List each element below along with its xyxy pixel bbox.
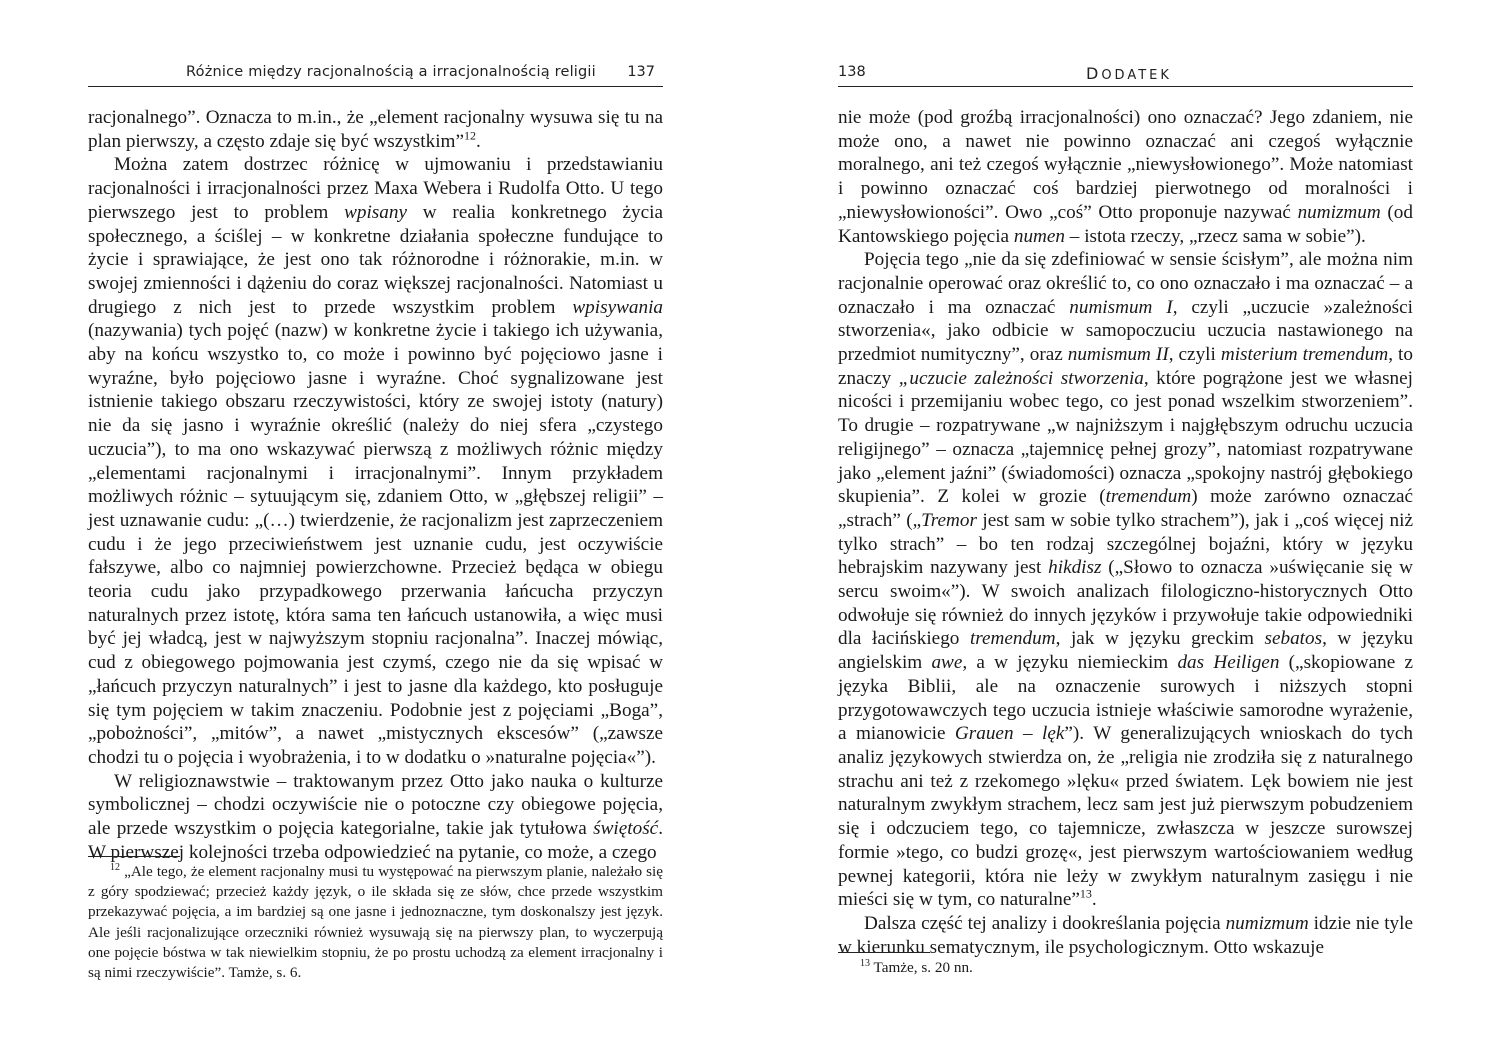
italic-term: numen	[1013, 225, 1065, 247]
italic-term: numizmum	[1297, 201, 1381, 223]
text-run: , to znaczy	[838, 344, 1413, 389]
text-run: (od Kantowskiego pojęcia	[838, 201, 1413, 247]
italic-term: misterium tremendum	[1220, 344, 1389, 366]
text-run: racjonalnego”. Oznacza to m.in., że „element racjonalny wysuwa się tu na plan pierwszy, a często zdaje się być wszystkim”	[88, 107, 663, 152]
left-body-text	[88, 106, 663, 865]
text-run: Pojęcia tego „nie da się zdefiniować w sensie ścisłym”, ale można nim racjonalnie operować oraz określić to, co ono oznaczało i ma oznaczać – a oznaczało i ma oznaczać	[838, 249, 1413, 318]
text-run: ”). W generalizujących wnioskach do tych analiz językowych stwierdza on, że „religia nie zrodziła się z naturalnego strachu ani też z rzekomego »lęku« przed światem. Lęk bowiem nie jest naturalnym zwykłym strachem, lecz sam jest już pierwszym pobudzeniem się i odczuciem tego, co tajemnicze, zwłaszcza w jeszcze surowszej formie »tego, co budzi grozę«, jest pierwszym wartościowaniem według pewnej kategorii, która nie leży w zwykłym naturalnym zasięgu i nie mieści się w tym, co naturalne”	[838, 723, 1413, 911]
text-run: Można zatem dostrzec różnicę w ujmowaniu i przedstawianiu racjonalności i irracjonalności przez Maxa Webera i Rudolfa Otto. U tego pierwszego jest to problem	[88, 154, 663, 223]
text-run: („Słowo to oznacza »uświęcanie się w sercu swoim«”). W swoich analizach filologiczno-historycznych Otto odwołuje się również do innych języków i przywołuje takie odpowiedniki dla łacińskiego	[838, 557, 1413, 650]
right-page	[838, 0, 1413, 1064]
running-head-title: DODATEK	[1086, 64, 1172, 83]
footnote-13	[838, 958, 1413, 978]
italic-term: Grauen – lęk	[954, 723, 1065, 745]
text-run: („skopiowane z języka Biblii, ale na oznaczenie surowych i niższych stopni przygotowawczych tego uczucia istnieje właściwie samorodne wyrażenie, a mianowicie	[838, 652, 1413, 745]
text-run: w realia konkretnego życia społecznego, a ściślej – w konkretne działania społeczne fundujące to życie i sprawiające, że jest ono tak różnorodne i różnorakie, m.in. w swojej zmienności i dążeniu do coraz większej racjonalności. Natomiast u drugiego z nich jest to przede wszystkim problem	[88, 201, 664, 318]
footnote-text: $^{12}$ „Ale tego, że element racjonalny musi tu występować na pierwszym planie, należało się z góry spodziewać; przecież każdy język, o ile składa się ze słów, chce przede wszystkim przekazywać pojęcia, a im bardziej są one jasne i jednoznaczne, tym doskonalszy jest język. Ale jeśli racjonalizujące orzeczniki również wysuwają się na pierwszy plan, to wyczerpują one pojęcie bóstwa w tak niewielkim stopniu, że po prostu uchodzą za element irracjonalny i są nimi rzeczywiście”. Tamże, s. 6.	[88, 861, 663, 982]
text-run: , w języku angielskim	[838, 628, 1413, 674]
text-run: ) może zarówno oznaczać „strach” („	[838, 486, 1413, 531]
italic-term: Tremor	[921, 509, 977, 531]
italic-term: das Heiligen	[1177, 652, 1280, 674]
text-run: nie może (pod groźbą irracjonalności) ono oznaczać? Jego zdaniem, nie może ono, a nawet nie powinno oznaczać ani czegoś wyłącznie moralnego, ani też czegoś wyłącznie „niewysłowionego”. Może natomiast i powinno oznaczać coś bardziej pierwotnego od moralności i „niewysłowioności”. Owo „coś” Otto proponuje nazywać	[838, 107, 1413, 223]
paragraph	[838, 106, 1413, 248]
running-head-title: Różnice między racjonalnością a irracjonalnością religii	[186, 64, 596, 80]
text-run: . W pierwszej kolejności trzeba odpowiedzieć na pytanie, co może, a czego	[88, 818, 663, 863]
italic-term: tremendum	[1105, 486, 1192, 508]
italic-term: hikdisz	[1048, 557, 1102, 579]
italic-term: numismum II	[1067, 344, 1169, 366]
text-run: .	[1091, 889, 1097, 911]
footnote-number: 12	[110, 861, 120, 873]
right-body-text	[838, 106, 1413, 959]
text-run: jest sam w sobie tylko strachem”), jak i „coś więcej niż tylko strach” – bo ten rodzaj szczególnej bojaźni, który w języku hebrajskim nazywany jest	[838, 509, 1413, 579]
text-run: , jak w języku greckim	[1055, 628, 1265, 650]
paragraph	[88, 770, 663, 865]
paragraph	[838, 248, 1413, 912]
running-head-left	[88, 62, 663, 87]
footnote-rule	[88, 856, 180, 857]
page-number: 137	[627, 64, 655, 80]
footnote-text: $^{13}$ Tamże, s. 20 nn.	[860, 957, 973, 976]
text-run: , czyli	[1168, 344, 1221, 366]
text-run: a w języku niemieckim	[967, 652, 1178, 674]
italic-term: sebatos	[1264, 628, 1323, 650]
italic-term: numismum I	[1069, 296, 1173, 318]
text-run: idzie nie tyle w kierunku sematycznym, ile psychologicznym. Otto wskazuje	[838, 912, 1413, 958]
text-run: Dalsza część tej analizy i dookreślania pojęcia	[864, 912, 1226, 934]
text-run: , które pogrążone jest we własnej nicości i przemijaniu wobec tego, co jest ponad wszelkim stworzeniem”. To drugie – rozpatrywane „w najniższym i najgłębszym odruchu uczucia religijnego” – oznacza „tajemnicę pełnej grozy”, natomiast rozpatrywane jako „element jaźni” (świadomości) oznacza „spokojny nastrój głębokiego skupienia”. Z kolei w grozie (	[838, 367, 1413, 508]
footnote-12	[88, 862, 663, 983]
italic-term: awe,	[931, 652, 968, 674]
italic-term: tremendum	[969, 628, 1056, 650]
italic-term: wpisany	[344, 201, 407, 223]
text-run: – istota rzeczy, „rzecz sama w sobie”).	[1065, 225, 1366, 247]
footnote-ref: 13	[1079, 886, 1092, 901]
italic-term: wpisywania	[572, 296, 663, 318]
text-run: .	[475, 130, 481, 152]
running-head-right	[838, 62, 1413, 87]
paragraph	[88, 153, 663, 769]
italic-term: „uczucie zależności stworzenia	[898, 367, 1144, 389]
paragraph	[88, 106, 663, 153]
left-page	[88, 0, 663, 1064]
text-run: W religioznawstwie – traktowanym przez Otto jako nauka o kulturze symbolicznej – chodzi oczywiście nie o potoczne czy obiegowe pojęcia, ale przede wszystkim o pojęcia kategorialne, takie jak tytułowa	[88, 770, 663, 840]
italic-term: świętość	[593, 818, 659, 840]
text-run: , czyli „uczucie »zależności stworzenia«, jako odbicie w samopoczuciu uczucia nastawionego na przedmiot numityczny”, oraz	[838, 296, 1413, 366]
footnote-number: 13	[860, 957, 870, 969]
footnote-ref: 12	[463, 128, 476, 143]
footnote-rule	[838, 952, 930, 953]
text-run: (nazywania) tych pojęć (nazw) w konkretne życie i takiego ich używania, aby na końcu wszystko to, co może i powinno być pojęciowo jasne i wyraźne, było pojęciowo jasne i wyraźne. Choć sygnalizowane jest istnienie takiego obszaru rzeczywistości, który ze swojej istoty (natury) nie da się jasno i wyraźnie określić (należy do niej sfera „czystego uczucia”), to ma ono wskazywać pierwszą z możliwych różnic między „elementami racjonalnymi i irracjonalnymi”. Innym przykładem możliwych różnic – sytuującym się, zdaniem Otto, w „głębszej religii” – jest uznawanie cudu: „(…) twierdzenie, że racjonalizm jest zaprzeczeniem cudu i że jego przeciwieństwem jest uznanie cudu, jest oczywiście fałszywe, albo co najmniej powierzchowne. Przecież będąca w obiegu teoria cudu jako przypadkowego przerwania łańcucha przyczyn naturalnych przez istotę, która sama ten łańcuch ustanowiła, a więc musi być jej władcą, jest w najwyższym stopniu racjonalna”. Inaczej mówiąc, cud z obiegowego pojmowania jest czymś, czego nie da się wpisać w „łańcuch przyczyn naturalnych” i jest to jasne dla każdego, kto posługuje się tym pojęciem w takim znaczeniu. Podobnie jest z pojęciami „Boga”, „pobożności”, „mitów”, a nawet „mistycznych ekscesów” („zawsze chodzi tu o pojęcia i wyobrażenia, i to w dodatku o »naturalne pojęcia«”).	[88, 320, 663, 768]
italic-term: numizmum	[1225, 912, 1309, 934]
page-number: 138	[838, 64, 866, 80]
